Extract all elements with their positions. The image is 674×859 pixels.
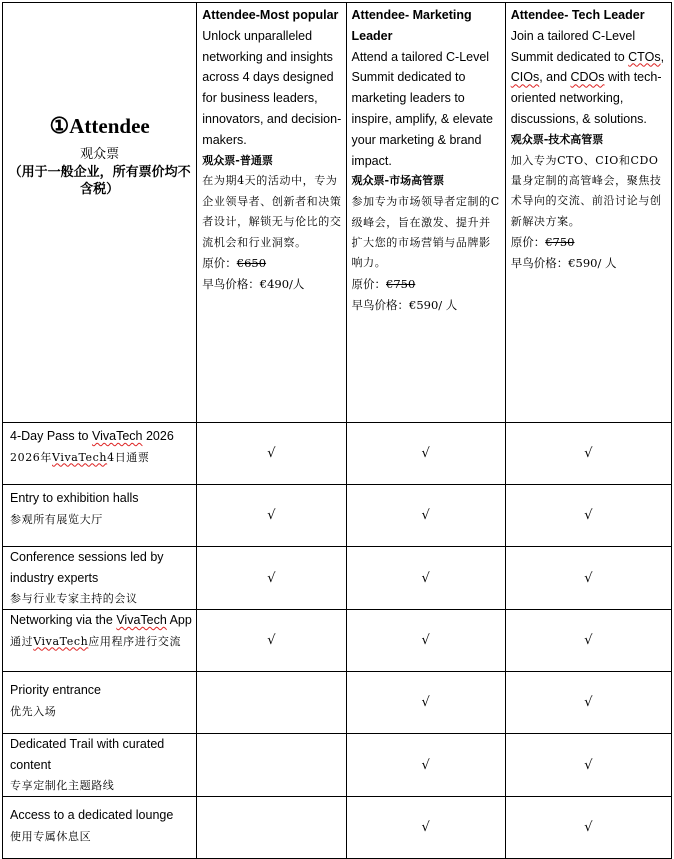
- tier-name: Attendee-Most popular: [202, 8, 339, 22]
- feature-cn: 优先入场: [10, 704, 57, 718]
- tier-name: Attendee- Tech Leader: [510, 8, 645, 22]
- check-mark: [197, 797, 346, 859]
- feature-label: [3, 734, 197, 797]
- check-mark: √: [505, 610, 671, 672]
- check-mark: √: [505, 672, 671, 734]
- check-mark: √: [505, 485, 671, 547]
- feature-cn: 通过VivaTech应用程序进行交流: [10, 634, 182, 648]
- tax-note-cn: （用于一般企业，所有票价均不含税）: [8, 165, 191, 197]
- feature-label: [3, 547, 197, 610]
- feature-cn: 参观所有展览大厅: [10, 512, 103, 526]
- tier-description-en: Join a tailored C-Level Summit dedicated to CTOs, CIOs, and CDOs with tech-oriented networking, discussions, & solutions.: [510, 28, 665, 126]
- check-mark: √: [346, 734, 505, 797]
- feature-en: Entry to exhibition halls: [10, 491, 139, 505]
- original-price: 原价：€750: [510, 235, 575, 250]
- check-mark: √: [197, 485, 346, 547]
- feature-row: [3, 547, 672, 610]
- feature-label: [3, 423, 197, 485]
- check-mark: √: [197, 423, 346, 485]
- check-mark: √: [505, 734, 671, 797]
- tier-description-cn: 在为期4天的活动中，专为企业领导者、创新者和决策者设计，解锁无与伦比的交流机会和行业洞察。: [202, 174, 342, 249]
- feature-cn: 专享定制化主题路线: [10, 779, 115, 792]
- tier-name-cn: 观众票-市场高管票: [351, 174, 445, 188]
- tier-most-popular: [197, 3, 346, 423]
- feature-row: [3, 734, 672, 797]
- early-bird-price: 早鸟价格：€490/人: [202, 277, 305, 291]
- feature-row: [3, 610, 672, 672]
- early-bird-price: 早鸟价格：€590/ 人: [510, 256, 617, 271]
- header-row: [3, 3, 672, 423]
- feature-row: [3, 797, 672, 859]
- tier-name-cn: 观众票-技术高管票: [510, 132, 604, 146]
- check-mark: [197, 672, 346, 734]
- feature-row: [3, 672, 672, 734]
- feature-label: [3, 797, 197, 859]
- feature-row: [3, 423, 672, 485]
- check-mark: √: [346, 610, 505, 672]
- check-mark: [197, 734, 346, 797]
- feature-label: [3, 485, 197, 547]
- feature-cn: 2026年VivaTech4日通票: [10, 450, 150, 464]
- feature-en: Priority entrance: [10, 683, 102, 697]
- check-mark: √: [346, 423, 505, 485]
- check-mark: √: [346, 485, 505, 547]
- check-mark: √: [197, 610, 346, 672]
- original-price: 原价：€650: [202, 256, 267, 270]
- category-subtitle-cn: 观众票: [80, 147, 120, 162]
- check-mark: √: [505, 797, 671, 859]
- ticket-comparison-table: [2, 2, 672, 859]
- early-bird-price: 早鸟价格：€590/ 人: [351, 297, 458, 312]
- tier-description-cn: 参加专为市场领导者定制的C级峰会，旨在激发、提升并扩大您的市场营销与品牌影响力。: [351, 195, 500, 270]
- feature-en: Dedicated Trail with curated content: [10, 737, 165, 772]
- tier-marketing-leader: [346, 3, 505, 423]
- feature-label: [3, 672, 197, 734]
- tier-name-cn: 观众票-普通票: [202, 153, 273, 167]
- check-mark: √: [346, 672, 505, 734]
- feature-cn: 使用专属休息区: [10, 829, 92, 843]
- feature-row: [3, 485, 672, 547]
- tier-name: Attendee- Marketing Leader: [351, 8, 472, 43]
- ticket-category-cell: [3, 3, 197, 423]
- check-mark: √: [505, 547, 671, 610]
- tier-description-cn: 加入专为CTO、CIO和CDO量身定制的高管峰会，聚焦技术导向的交流、前沿讨论与创新解决方案。: [510, 153, 662, 228]
- check-mark: √: [197, 547, 346, 610]
- feature-cn: 参与行业专家主持的会议: [10, 592, 138, 605]
- check-mark: √: [505, 423, 671, 485]
- feature-en: Conference sessions led by industry experts: [10, 550, 164, 585]
- check-mark: √: [346, 547, 505, 610]
- feature-en: 4-Day Pass to VivaTech 2026: [10, 429, 174, 443]
- tier-tech-leader: [505, 3, 671, 423]
- tier-description-en: Attend a tailored C-Level Summit dedicated to marketing leaders to inspire, amplify, & elevate your marketing & brand impact.: [351, 49, 493, 168]
- feature-label: [3, 610, 197, 672]
- feature-en: Networking via the VivaTech App: [10, 613, 192, 627]
- feature-en: Access to a dedicated lounge: [10, 808, 174, 822]
- check-mark: √: [346, 797, 505, 859]
- original-price: 原价：€750: [351, 276, 416, 291]
- tier-description-en: Unlock unparalleled networking and insights across 4 days designed for business leaders, innovators, and decision-makers.: [202, 28, 342, 147]
- category-title: ①Attendee: [49, 113, 150, 138]
